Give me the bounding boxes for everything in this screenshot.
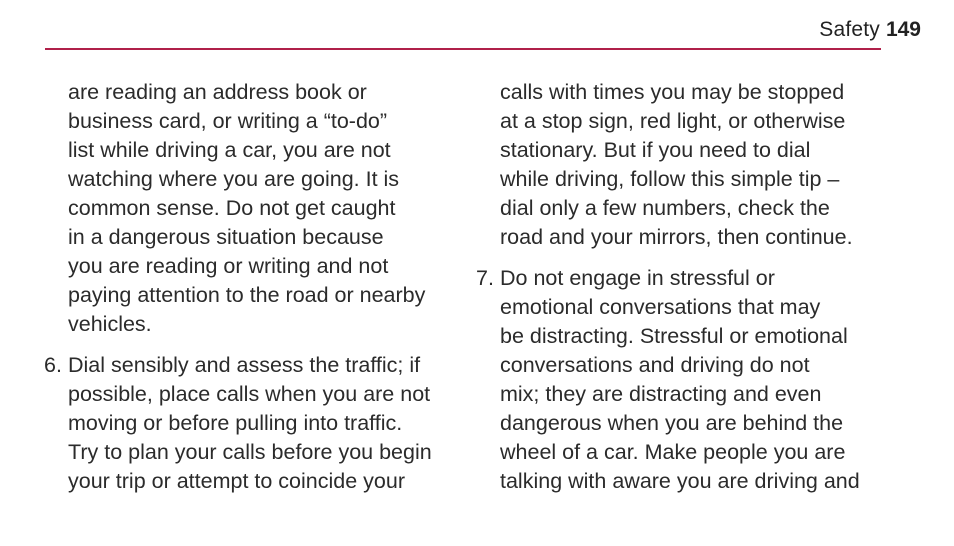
text-line: watching where you are going. It is <box>68 167 400 191</box>
text-line: are reading an address book or <box>68 80 367 104</box>
text-line: calls with times you may be stopped <box>500 80 845 104</box>
text-line: mix; they are distracting and even <box>500 382 822 406</box>
text-line: vehicles. <box>68 312 152 336</box>
text-line: wheel of a car. Make people you are <box>500 440 846 464</box>
text-line: Do not engage in stressful or <box>500 266 775 290</box>
text-line: possible, place calls when you are not <box>68 382 431 406</box>
text-line: paying attention to the road or nearby <box>68 283 426 307</box>
list-item-6 <box>44 351 464 496</box>
text-line: dial only a few numbers, check the <box>500 196 830 220</box>
text-line: road and your mirrors, then continue. <box>500 225 853 249</box>
text-line: business card, or writing a “to-do” <box>68 109 388 133</box>
page-number: 149 <box>885 18 921 41</box>
continuation-paragraph <box>476 78 896 252</box>
text-line: you are reading or writing and not <box>68 254 389 278</box>
continuation-paragraph <box>44 78 464 339</box>
text-line: emotional conversations that may <box>500 295 821 319</box>
item-number: 6. <box>44 353 62 377</box>
item-number: 7. <box>476 266 494 290</box>
text-line: while driving, follow this simple tip – <box>500 167 840 191</box>
text-line: dangerous when you are behind the <box>500 411 844 435</box>
right-column <box>476 78 896 496</box>
list-item-7 <box>476 264 896 496</box>
text-line: conversations and driving do not <box>500 353 810 377</box>
text-line: be distracting. Stressful or emotional <box>500 324 848 348</box>
header-rule <box>45 48 881 50</box>
text-line: Dial sensibly and assess the traffic; if <box>68 353 421 377</box>
text-line: your trip or attempt to coincide your <box>68 469 405 493</box>
text-line: moving or before pulling into traffic. <box>68 411 403 435</box>
text-line: list while driving a car, you are not <box>68 138 391 162</box>
text-line: talking with aware you are driving and <box>500 469 860 493</box>
page-header <box>0 0 954 52</box>
text-line: common sense. Do not get caught <box>68 196 396 220</box>
section-title: Safety <box>819 18 880 41</box>
text-line: at a stop sign, red light, or otherwise <box>500 109 846 133</box>
text-line: in a dangerous situation because <box>68 225 384 249</box>
text-line: Try to plan your calls before you begin <box>68 440 432 464</box>
text-line: stationary. But if you need to dial <box>500 138 811 162</box>
left-column <box>44 78 464 496</box>
